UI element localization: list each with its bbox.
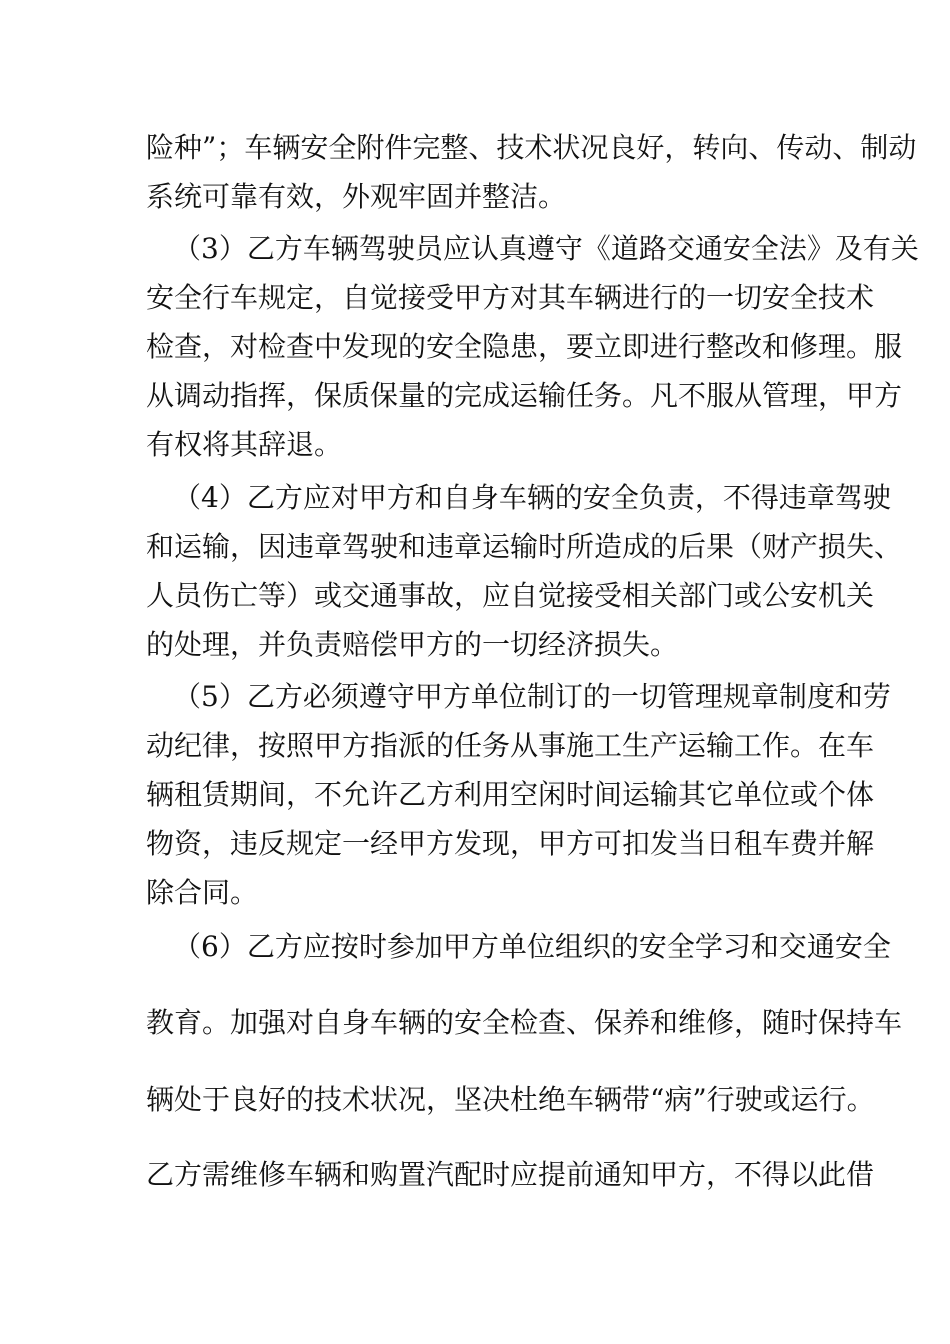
paragraph-5-line-3: 辆租赁期间，不允许乙方利用空闲时间运输其它单位或个体 — [146, 778, 875, 811]
paragraph-5-line-1: （5）乙方必须遵守甲方单位制订的一切管理规章制度和劳 — [173, 680, 891, 713]
paragraph-5-line-4: 物资，违反规定一经甲方发现，甲方可扣发当日租车费并解 — [146, 827, 875, 860]
paragraph-3-line-1: （3）乙方车辆驾驶员应认真遵守《道路交通安全法》及有关 — [173, 232, 919, 265]
paragraph-6-line-4: 乙方需维修车辆和购置汽配时应提前通知甲方，不得以此借 — [146, 1158, 875, 1191]
paragraph-3-line-3: 检查，对检查中发现的安全隐患，要立即进行整改和修理。服 — [146, 330, 903, 363]
paragraph-4-line-4: 的处理，并负责赔偿甲方的一切经济损失。 — [146, 628, 679, 661]
paragraph-3-line-5: 有权将其辞退。 — [146, 428, 343, 461]
paragraph-5-line-5: 除合同。 — [146, 876, 259, 909]
paragraph-3-line-4: 从调动指挥，保质保量的完成运输任务。凡不服从管理，甲方 — [146, 379, 903, 412]
paragraph-6-line-1: （6）乙方应按时参加甲方单位组织的安全学习和交通安全 — [173, 930, 891, 963]
paragraph-4-line-3: 人员伤亡等）或交通事故，应自觉接受相关部门或公安机关 — [146, 579, 875, 612]
paragraph-6-line-2: 教育。加强对自身车辆的安全检查、保养和维修，随时保持车 — [146, 1006, 903, 1039]
paragraph-4-line-2: 和运输，因违章驾驶和违章运输时所造成的后果（财产损失、 — [146, 530, 903, 563]
paragraph-5-line-2: 动纪律，按照甲方指派的任务从事施工生产运输工作。在车 — [146, 729, 875, 762]
paragraph-4-line-1: （4）乙方应对甲方和自身车辆的安全负责，不得违章驾驶 — [173, 481, 891, 514]
text-line-2: 系统可靠有效，外观牢固并整洁。 — [146, 180, 567, 213]
paragraph-6-line-3: 辆处于良好的技术状况，坚决杜绝车辆带“病”行驶或运行。 — [146, 1083, 875, 1116]
text-line-1: 险种”；车辆安全附件完整、技术状况良好，转向、传动、制动 — [146, 131, 917, 164]
paragraph-3-line-2: 安全行车规定，自觉接受甲方对其车辆进行的一切安全技术 — [146, 281, 875, 314]
